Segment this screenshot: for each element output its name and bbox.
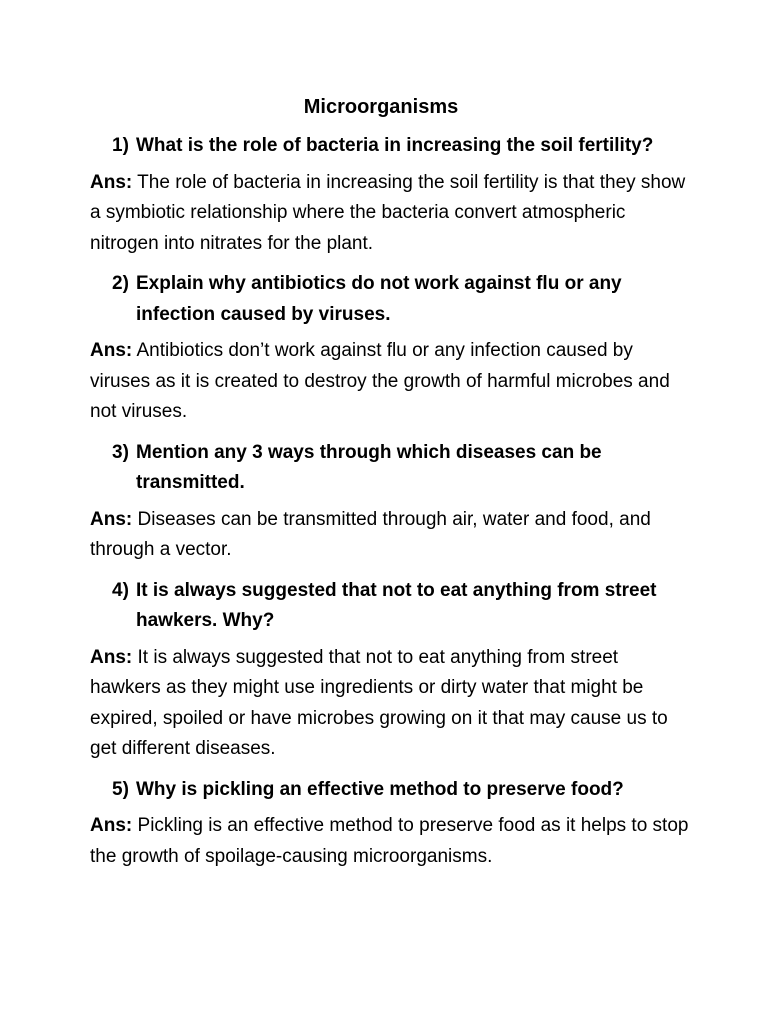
question-number: 3) (112, 441, 129, 463)
answer-text: Diseases can be transmitted through air, water and food, and through a vector. (90, 508, 651, 560)
answer-label: Ans: (90, 340, 133, 361)
page-title: Microorganisms (303, 96, 459, 118)
question-4 (90, 576, 690, 637)
answer-label: Ans: (90, 508, 133, 530)
answer-text: Pickling is an effective method to preserve food as it helps to stop the growth of spoilage-causing microorganisms. (90, 815, 689, 867)
question-text: Explain why antibiotics do not work against flu or any infection caused by viruses. (136, 273, 622, 325)
answer-4 (90, 643, 690, 765)
answer-label: Ans: (90, 646, 133, 668)
answer-1 (90, 168, 690, 260)
question-5 (90, 775, 690, 806)
question-text: It is always suggested that not to eat anything from street hawkers. Why? (136, 579, 657, 631)
question-3 (90, 438, 690, 499)
question-number: 1) (112, 135, 129, 156)
answer-3 (90, 505, 690, 566)
question-2 (90, 269, 690, 330)
qa-list (90, 131, 690, 872)
answer-5 (90, 811, 690, 872)
question-text: Mention any 3 ways through which diseases can be transmitted. (136, 441, 602, 493)
answer-text: It is always suggested that not to eat anything from street hawkers as they might use ingredients or dirty water that might be expired, spoiled or have microbes growing on it that may cause us to get different diseases. (90, 646, 668, 759)
answer-label: Ans: (90, 171, 133, 193)
answer-label: Ans: (90, 815, 133, 836)
question-number: 5) (112, 778, 129, 800)
answer-2 (90, 336, 690, 428)
answer-text: Antibiotics don’t work against flu or any infection caused by viruses as it is created to destroy the growth of harmful microbes and not viruses. (90, 340, 670, 422)
question-number: 4) (112, 579, 129, 601)
document-page (90, 93, 690, 882)
question-number: 2) (112, 273, 129, 294)
question-text: Why is pickling an effective method to preserve food? (136, 778, 624, 800)
question-text: What is the role of bacteria in increasing the soil fertility? (136, 135, 654, 156)
answer-text: The role of bacteria in increasing the soil fertility is that they show a symbiotic relationship where the bacteria convert atmospheric nitrogen into nitrates for the plant. (90, 171, 686, 254)
question-1 (90, 131, 690, 162)
